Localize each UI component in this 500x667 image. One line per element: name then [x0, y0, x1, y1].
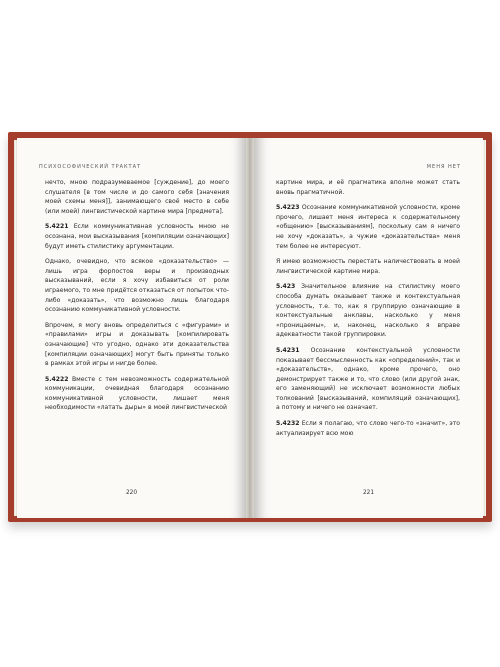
paragraph [276, 203, 460, 251]
left-page-text [45, 178, 229, 419]
paragraph [276, 419, 460, 438]
paragraph-text: нечто, мною подразумеваемое [суждение], до моего слушателя [в том числе и до самого себя [значения моей схемы меня]], занимающего своё место в себе (или моей) лингвистической картине мира [предмета]. [45, 179, 229, 215]
paragraph-text: Впрочем, я могу вновь определиться с «фигурами» и «правилами» игры и доказывать [компилировать означающие] что угодно, однако эти доказательства [компиляции означающих] могут быть приняты только в рамках этой игры и нигде более. [45, 321, 229, 368]
page-number-left: 220 [125, 490, 138, 496]
page-number-right: 221 [362, 490, 375, 496]
paragraph-text: Если я полагаю, что слово чего-то «значит», это актуализирует всю мою [276, 420, 461, 437]
paragraph [276, 178, 460, 197]
section-number: 5.4221 [45, 223, 69, 231]
paragraph-text: Вместе с тем невозможность содержательной коммуникации, очевидная благодаря осознанию коммуникативной условности, лишает меня необходимости «латать дыры» в моей лингвистической [45, 375, 230, 412]
paragraph [45, 222, 229, 251]
section-number: 5.4232 [276, 420, 300, 428]
running-head-left: ПСИХОСОФИЧЕСКИЙ ТРАКТАТ [39, 164, 142, 170]
paragraph [276, 346, 460, 413]
section-number: 5.4231 [276, 346, 300, 354]
section-number: 5.423 [276, 283, 296, 291]
paragraph-text: Осознание коммуникативной условности, кроме прочего, лишает меня интереса к содержательному «общению» [высказываниям], поскольку сам я ничего не хочу «доказать», а чужие «доказательства» меня тем более не интересуют. [276, 204, 460, 250]
paragraph-text: Осознание контекстуальной условности показывает бессмысленность как «определений», так и «доказательств», однако, кроме прочего, оно демонстрирует также и то, что слово (или другой знак, его заменяющий) не исключает возможности любых толкований [высказываний, компиляций означающих], а потому и ничего не означает. [276, 346, 461, 412]
paragraph [45, 375, 229, 413]
book-gutter [246, 138, 254, 518]
section-number: 5.4223 [276, 204, 300, 212]
open-book [8, 132, 492, 522]
paragraph [45, 178, 229, 216]
paragraph [45, 257, 229, 315]
paragraph-text: Значительное влияние на стилистику моего способа думать оказывает также и контекстуальная условность, т.е. то, как я группирую означающие в контекстуальные анклавы, насколько у меня «проницаемы», и, наконец, насколько я вправе адекватности такой группировки. [276, 283, 460, 339]
paragraph [276, 282, 460, 340]
paragraph-text: Я имею возможность перестать наличествовать в моей лингвистической картине мира. [276, 258, 460, 275]
section-number: 5.4222 [45, 375, 69, 383]
paragraph-text: Если коммуникативная условность мною не осознана, мои высказывания [компиляции означающих] будут иметь стилистику аргументации. [45, 223, 230, 250]
paragraph [276, 257, 460, 276]
paragraph-text: Однако, очевидно, что всякое «доказательство» — лишь игра форпостов веры и производных высказываний, если я хочу избавиться от роли играемого, то мне придётся отказаться от попыток что-либо «доказать», что возможно лишь благодаря осознанию коммуникативной условности. [45, 258, 229, 314]
right-page [254, 138, 483, 518]
paragraph [45, 321, 229, 369]
running-head-right: МЕНЯ НЕТ [426, 164, 461, 170]
paragraph-text: картине мира, и её прагматика вполне может стать вновь прагматичной. [276, 179, 460, 196]
right-page-text [276, 178, 460, 444]
left-page [17, 138, 246, 518]
